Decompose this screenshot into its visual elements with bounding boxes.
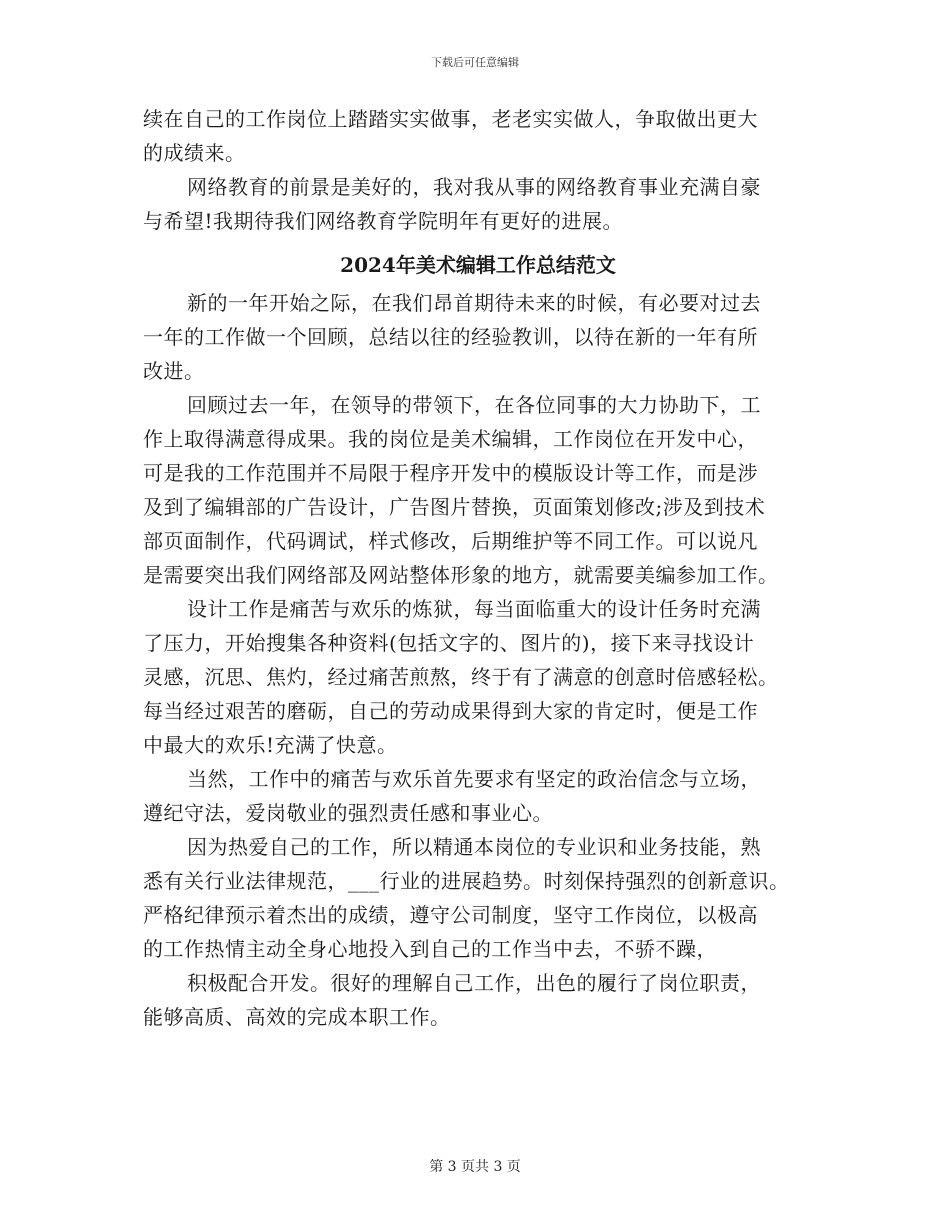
text-line: 的成绩来。 [143,141,246,165]
text-line: 可是我的工作范围并不局限于程序开发中的模版设计等工作，而是涉 [143,461,758,485]
text-line: 每当经过艰苦的磨砺，自己的劳动成果得到大家的肯定时，便是工作 [143,699,758,723]
text-line: 悉有关行业法律规范，___行业的进展趋势。时刻保持强烈的创新意识。 [143,869,790,893]
text-line: 能够高质、高效的完成本职工作。 [143,1005,451,1029]
text-line: 中最大的欢乐!充满了快意。 [143,733,398,757]
text-line: 因为热爱自己的工作，所以精通本岗位的专业识和业务技能，熟 [187,835,761,859]
text-line: 设计工作是痛苦与欢乐的炼狱，每当面临重大的设计任务时充满 [187,597,761,621]
text-line: 与希望!我期待我们网络教育学院明年有更好的进展。 [143,209,624,233]
text-line: 网络教育的前景是美好的，我对我从事的网络教育事业充满自豪 [187,175,761,199]
text-line: 部页面制作，代码调试，样式修改，后期维护等不同工作。可以说凡 [143,529,758,553]
text-line: 积极配合开发。很好的理解自己工作，出色的履行了岗位职责， [187,971,761,995]
text-line: 严格纪律预示着杰出的成绩，遵守公司制度，坚守工作岗位，以极高 [143,903,758,927]
text-line: 是需要突出我们网络部及网站整体形象的地方，就需要美编参加工作。 [143,563,779,587]
text-line: 改进。 [143,359,205,383]
text-line: 及到了编辑部的广告设计，广告图片替换，页面策划修改;涉及到技术 [143,495,766,519]
text-line: 新的一年开始之际，在我们昂首期待未来的时候，有必要对过去 [187,291,761,315]
text-line: 作上取得满意得成果。我的岗位是美术编辑，工作岗位在开发中心， [143,427,758,451]
page-number-footer: 第 3 页共 3 页 [429,1159,521,1175]
text-line: 当然，工作中的痛苦与欢乐首先要求有坚定的政治信念与立场， [187,767,761,791]
text-line: 灵感，沉思、焦灼，经过痛苦煎熬，终于有了满意的创意时倍感轻松。 [143,665,779,689]
page-header: 下载后可任意编辑 [431,56,519,69]
text-line: 一年的工作做一个回顾，总结以往的经验教训，以待在新的一年有所 [143,325,758,349]
text-line: 续在自己的工作岗位上踏踏实实做事，老老实实做人，争取做出更大 [143,107,758,131]
text-line: 了压力，开始搜集各种资料(包括文字的、图片的)，接下来寻找设计 [143,631,755,655]
document-title: 2024年美术编辑工作总结范文 [340,253,616,277]
text-line: 遵纪守法，爱岗敬业的强烈责任感和事业心。 [143,801,553,825]
document-body [143,102,813,1034]
text-line: 回顾过去一年，在领导的带领下，在各位同事的大力协助下，工 [187,393,761,417]
text-line: 的工作热情主动全身心地投入到自己的工作当中去，不骄不躁， [143,937,717,961]
